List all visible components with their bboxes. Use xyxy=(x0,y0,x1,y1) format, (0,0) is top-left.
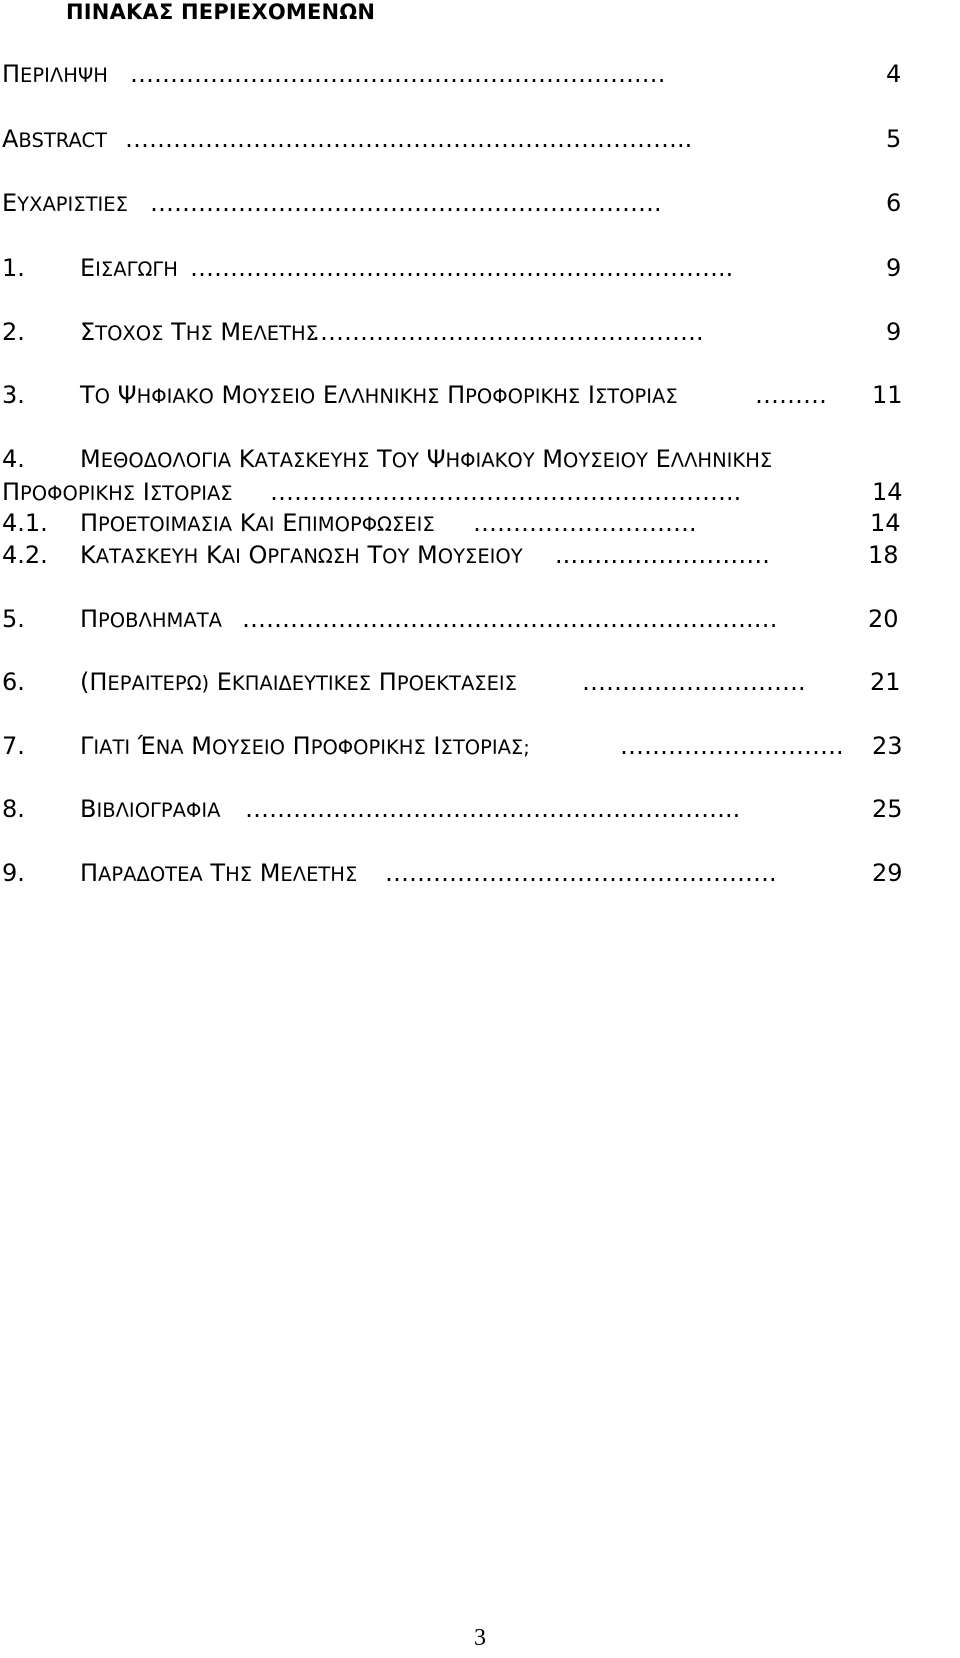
toc-entry-number: 2. xyxy=(2,318,25,346)
toc-entry-page: 6 xyxy=(886,189,902,217)
toc-entry-page: 14 xyxy=(872,478,903,506)
toc-entry-leader: ………………………………………………….. xyxy=(270,478,742,506)
toc-entry-page: 4 xyxy=(886,60,902,88)
toc-entry-title: ABSTRACT xyxy=(2,125,108,153)
toc-entry-number: 9. xyxy=(2,859,25,887)
toc-entry-page: 5 xyxy=(886,125,902,153)
toc-entry-title: ΣΤΟΧΟΣ ΤΗΣ ΜΕΛΕΤΗΣ xyxy=(80,318,319,346)
toc-entry-number: 4.1. xyxy=(2,509,48,537)
toc-entry-page: 18 xyxy=(868,541,899,569)
toc-entry-page: 9 xyxy=(886,318,902,346)
toc-entry-title: ΠΡΟΦΟΡΙΚΗΣ ΙΣΤΟΡΙΑΣ xyxy=(2,478,233,506)
toc-entry-page: 23 xyxy=(872,732,903,760)
toc-entry-number: 5. xyxy=(2,605,25,633)
toc-entry-page: 14 xyxy=(870,509,901,537)
toc-entry-leader: ……… xyxy=(755,381,827,409)
toc-entry-title: ΒΙΒΛΙΟΓΡΑΦΙΑ xyxy=(80,795,221,823)
page-number: 3 xyxy=(474,1625,486,1651)
toc-entry-number: 3. xyxy=(2,381,25,409)
toc-entry-leader: …………………………………………. xyxy=(312,318,704,346)
toc-entry-title: ΠΑΡΑΔΟΤΕΑ ΤΗΣ ΜΕΛΕΤΗΣ xyxy=(80,859,358,887)
toc-entry-leader: ………………………. xyxy=(620,732,844,760)
toc-entry-title: ΠΡΟΕΤΟΙΜΑΣΙΑ ΚΑΙ ΕΠΙΜΟΡΦΩΣΕΙΣ xyxy=(80,509,435,537)
toc-entry-leader: ……………………………………………………….… xyxy=(130,60,666,88)
toc-entry-leader: ..……………………. xyxy=(555,541,770,569)
toc-entry-title: ΕΥΧΑΡΙΣΤΙΕΣ xyxy=(2,189,128,217)
toc-entry-page: 29 xyxy=(872,859,903,887)
toc-entry-number: 4.2. xyxy=(2,541,48,569)
toc-entry-page: 20 xyxy=(868,605,899,633)
toc-entry-number: 4. xyxy=(2,445,25,473)
toc-entry-leader: ………………………………………………………….. xyxy=(190,254,734,282)
toc-entry-title: ΓΙΑΤΙ ΈΝΑ ΜΟΥΣΕΙΟ ΠΡΟΦΟΡΙΚΗΣ ΙΣΤΟΡΙΑΣ; xyxy=(80,732,530,760)
toc-entry-title: ΕΙΣΑΓΩΓΗ xyxy=(80,254,178,282)
toc-entry-title: ΠΡΟΒΛΗΜΑΤΑ xyxy=(80,605,222,633)
toc-entry-page: 11 xyxy=(872,381,903,409)
toc-entry-title: ΚΑΤΑΣΚΕΥΗ ΚΑΙ ΟΡΓΑΝΩΣΗ ΤΟΥ ΜΟΥΣΕΙΟΥ xyxy=(80,541,523,569)
toc-entry-page: 9 xyxy=(886,254,902,282)
toc-entry-leader: ……………………………………………………….… xyxy=(242,605,778,633)
toc-entry-leader: ………………………. xyxy=(582,668,806,696)
toc-entry-leader: ………………………………………………………. xyxy=(150,189,662,217)
toc-entry-leader: …………………………………………………….. xyxy=(245,795,741,823)
toc-title: ΠΙΝΑΚΑΣ ΠΕΡΙΕΧΟΜΕΝΩΝ xyxy=(66,0,376,24)
toc-entry-title: (ΠΕΡΑΙΤΕΡΩ) ΕΚΠΑΙΔΕΥΤΙΚΕΣ ΠΡΟΕΚΤΑΣΕΙΣ xyxy=(80,668,517,696)
toc-entry-leader: …………………………………………………………….. xyxy=(125,125,693,153)
toc-entry-title: ΤΟ ΨΗΦΙΑΚΟ ΜΟΥΣΕΙΟ ΕΛΛΗΝΙΚΗΣ ΠΡΟΦΟΡΙΚΗΣ ΙΣΤΟΡΙΑΣ xyxy=(80,381,678,409)
toc-entry-title: ΠΕΡΙΛΗΨΗ xyxy=(2,60,108,88)
toc-entry-number: 1. xyxy=(2,254,25,282)
toc-entry-page: 25 xyxy=(872,795,903,823)
toc-entry-number: 7. xyxy=(2,732,25,760)
toc-entry-page: 21 xyxy=(870,668,901,696)
toc-entry-leader: …………………………………………. xyxy=(385,859,777,887)
toc-entry-number: 8. xyxy=(2,795,25,823)
toc-entry-leader: ………………………. xyxy=(473,509,697,537)
toc-entry-title: ΜΕΘΟΔΟΛΟΓΙΑ ΚΑΤΑΣΚΕΥΗΣ ΤΟΥ ΨΗΦΙΑΚΟΥ ΜΟΥΣΕΙΟΥ ΕΛΛΗΝΙΚΗΣ xyxy=(80,445,773,473)
toc-entry-number: 6. xyxy=(2,668,25,696)
